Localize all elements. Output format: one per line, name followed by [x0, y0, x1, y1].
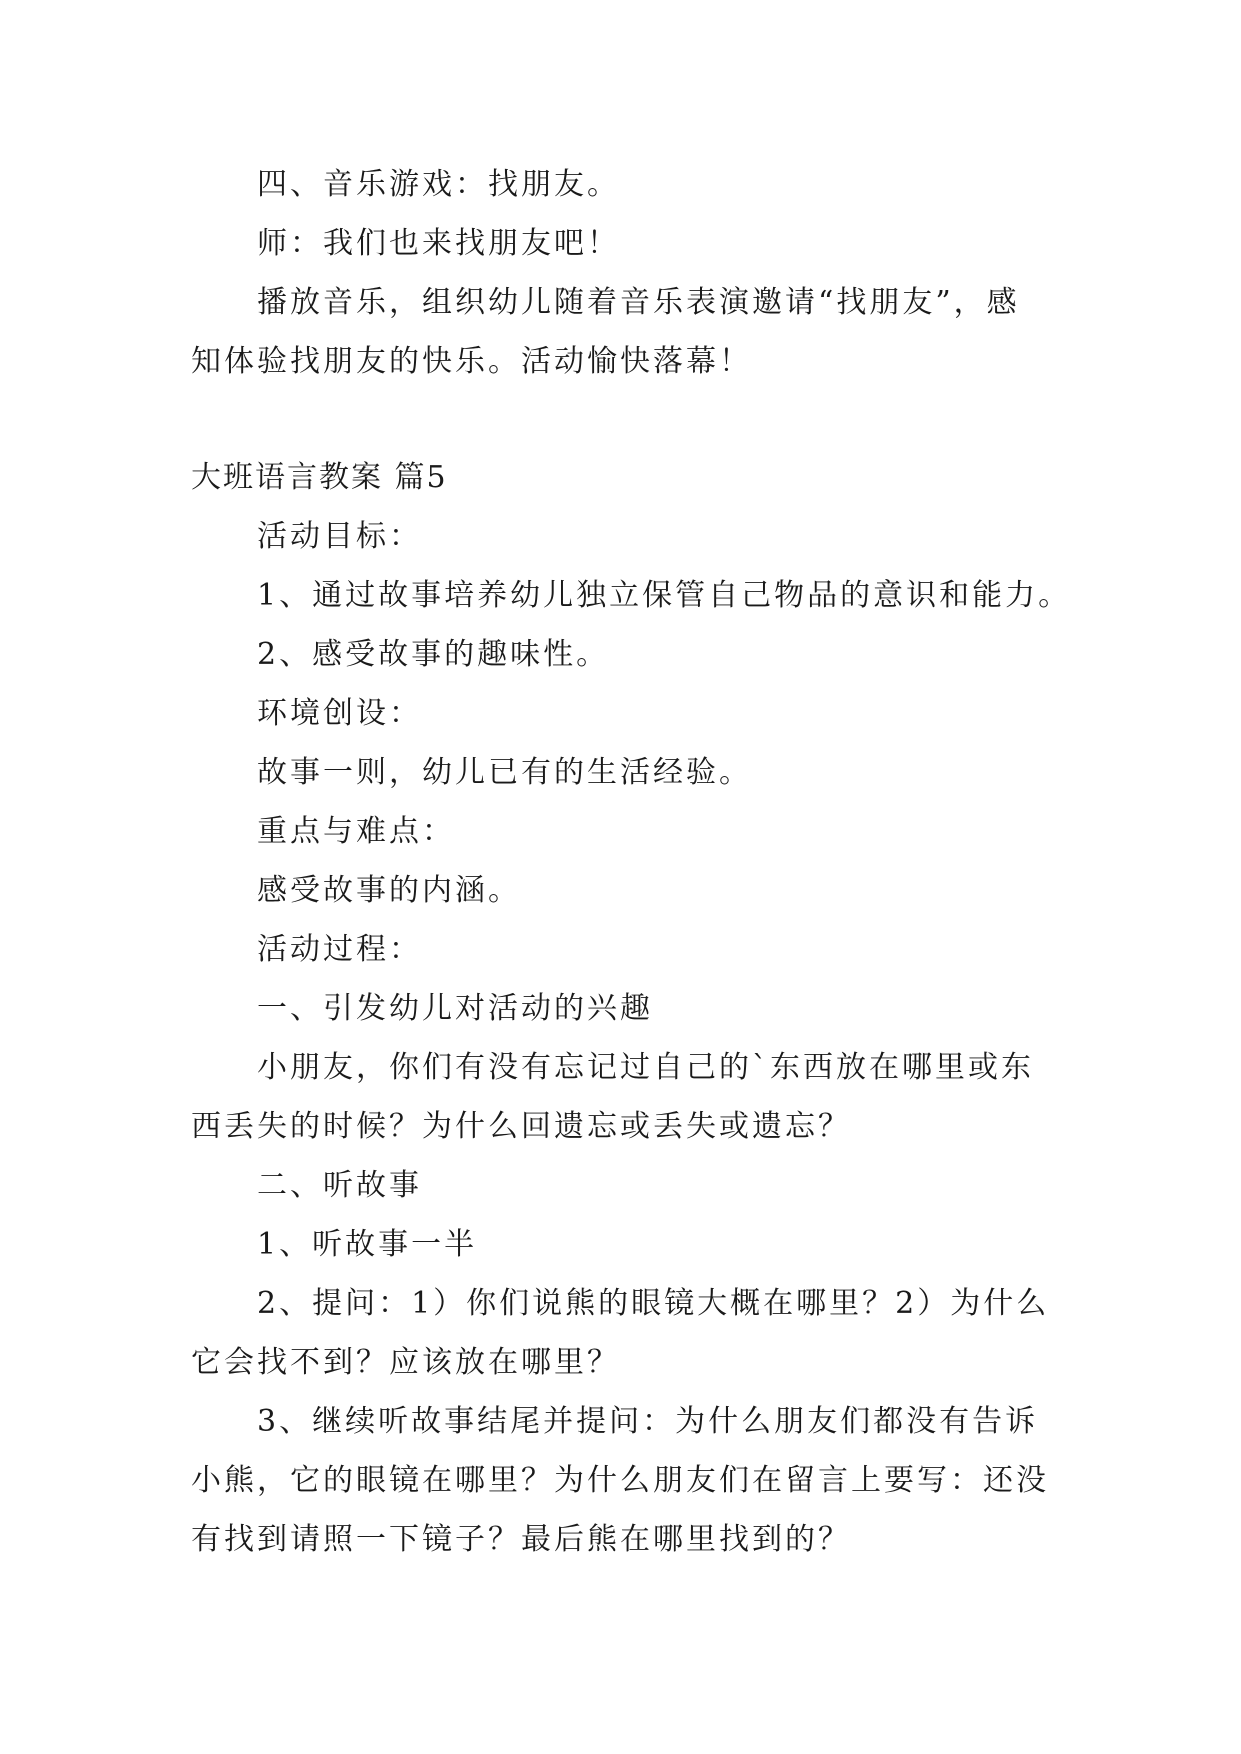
step-heading: 一、引发幼儿对活动的兴趣: [257, 991, 653, 1026]
teacher-line: 师：我们也来找朋友吧！: [257, 226, 620, 261]
subheading-key-points: 重点与难点：: [257, 814, 455, 849]
subheading-environment: 环境创设：: [257, 696, 422, 731]
paragraph-line: 西丢失的时候？为什么回遗忘或丢失或遗忘？: [191, 1109, 851, 1144]
list-item: 2、感受故事的趣味性。: [257, 637, 610, 672]
list-item: 1、通过故事培养幼儿独立保管自己物品的意识和能力。: [257, 578, 1072, 613]
list-item: 2、提问：1）你们说熊的眼镜大概在哪里？2）为什么: [257, 1286, 1050, 1321]
list-item: 1、听故事一半: [257, 1227, 478, 1262]
section-title-music-game: 四、音乐游戏：找朋友。: [257, 167, 620, 202]
paragraph-line: 感受故事的内涵。: [257, 873, 521, 908]
section-heading: 大班语言教案 篇5: [191, 460, 448, 495]
subheading-activity-goals: 活动目标：: [257, 519, 422, 554]
paragraph-line: 知体验找朋友的快乐。活动愉快落幕！: [191, 344, 752, 379]
paragraph-line: 小熊，它的眼镜在哪里？为什么朋友们在留言上要写：还没: [191, 1463, 1049, 1498]
list-item: 3、继续听故事结尾并提问：为什么朋友们都没有告诉: [257, 1404, 1039, 1439]
paragraph-line: 播放音乐，组织幼儿随着音乐表演邀请“找朋友”，感: [257, 285, 1020, 320]
paragraph-line: 小朋友，你们有没有忘记过自己的`东西放在哪里或东: [257, 1050, 1034, 1085]
subheading-activity-process: 活动过程：: [257, 932, 422, 967]
paragraph-line: 有找到请照一下镜子？最后熊在哪里找到的？: [191, 1522, 851, 1557]
step-heading: 二、听故事: [257, 1168, 422, 1203]
paragraph-line: 故事一则，幼儿已有的生活经验。: [257, 755, 752, 790]
paragraph-line: 它会找不到？应该放在哪里？: [191, 1345, 620, 1380]
